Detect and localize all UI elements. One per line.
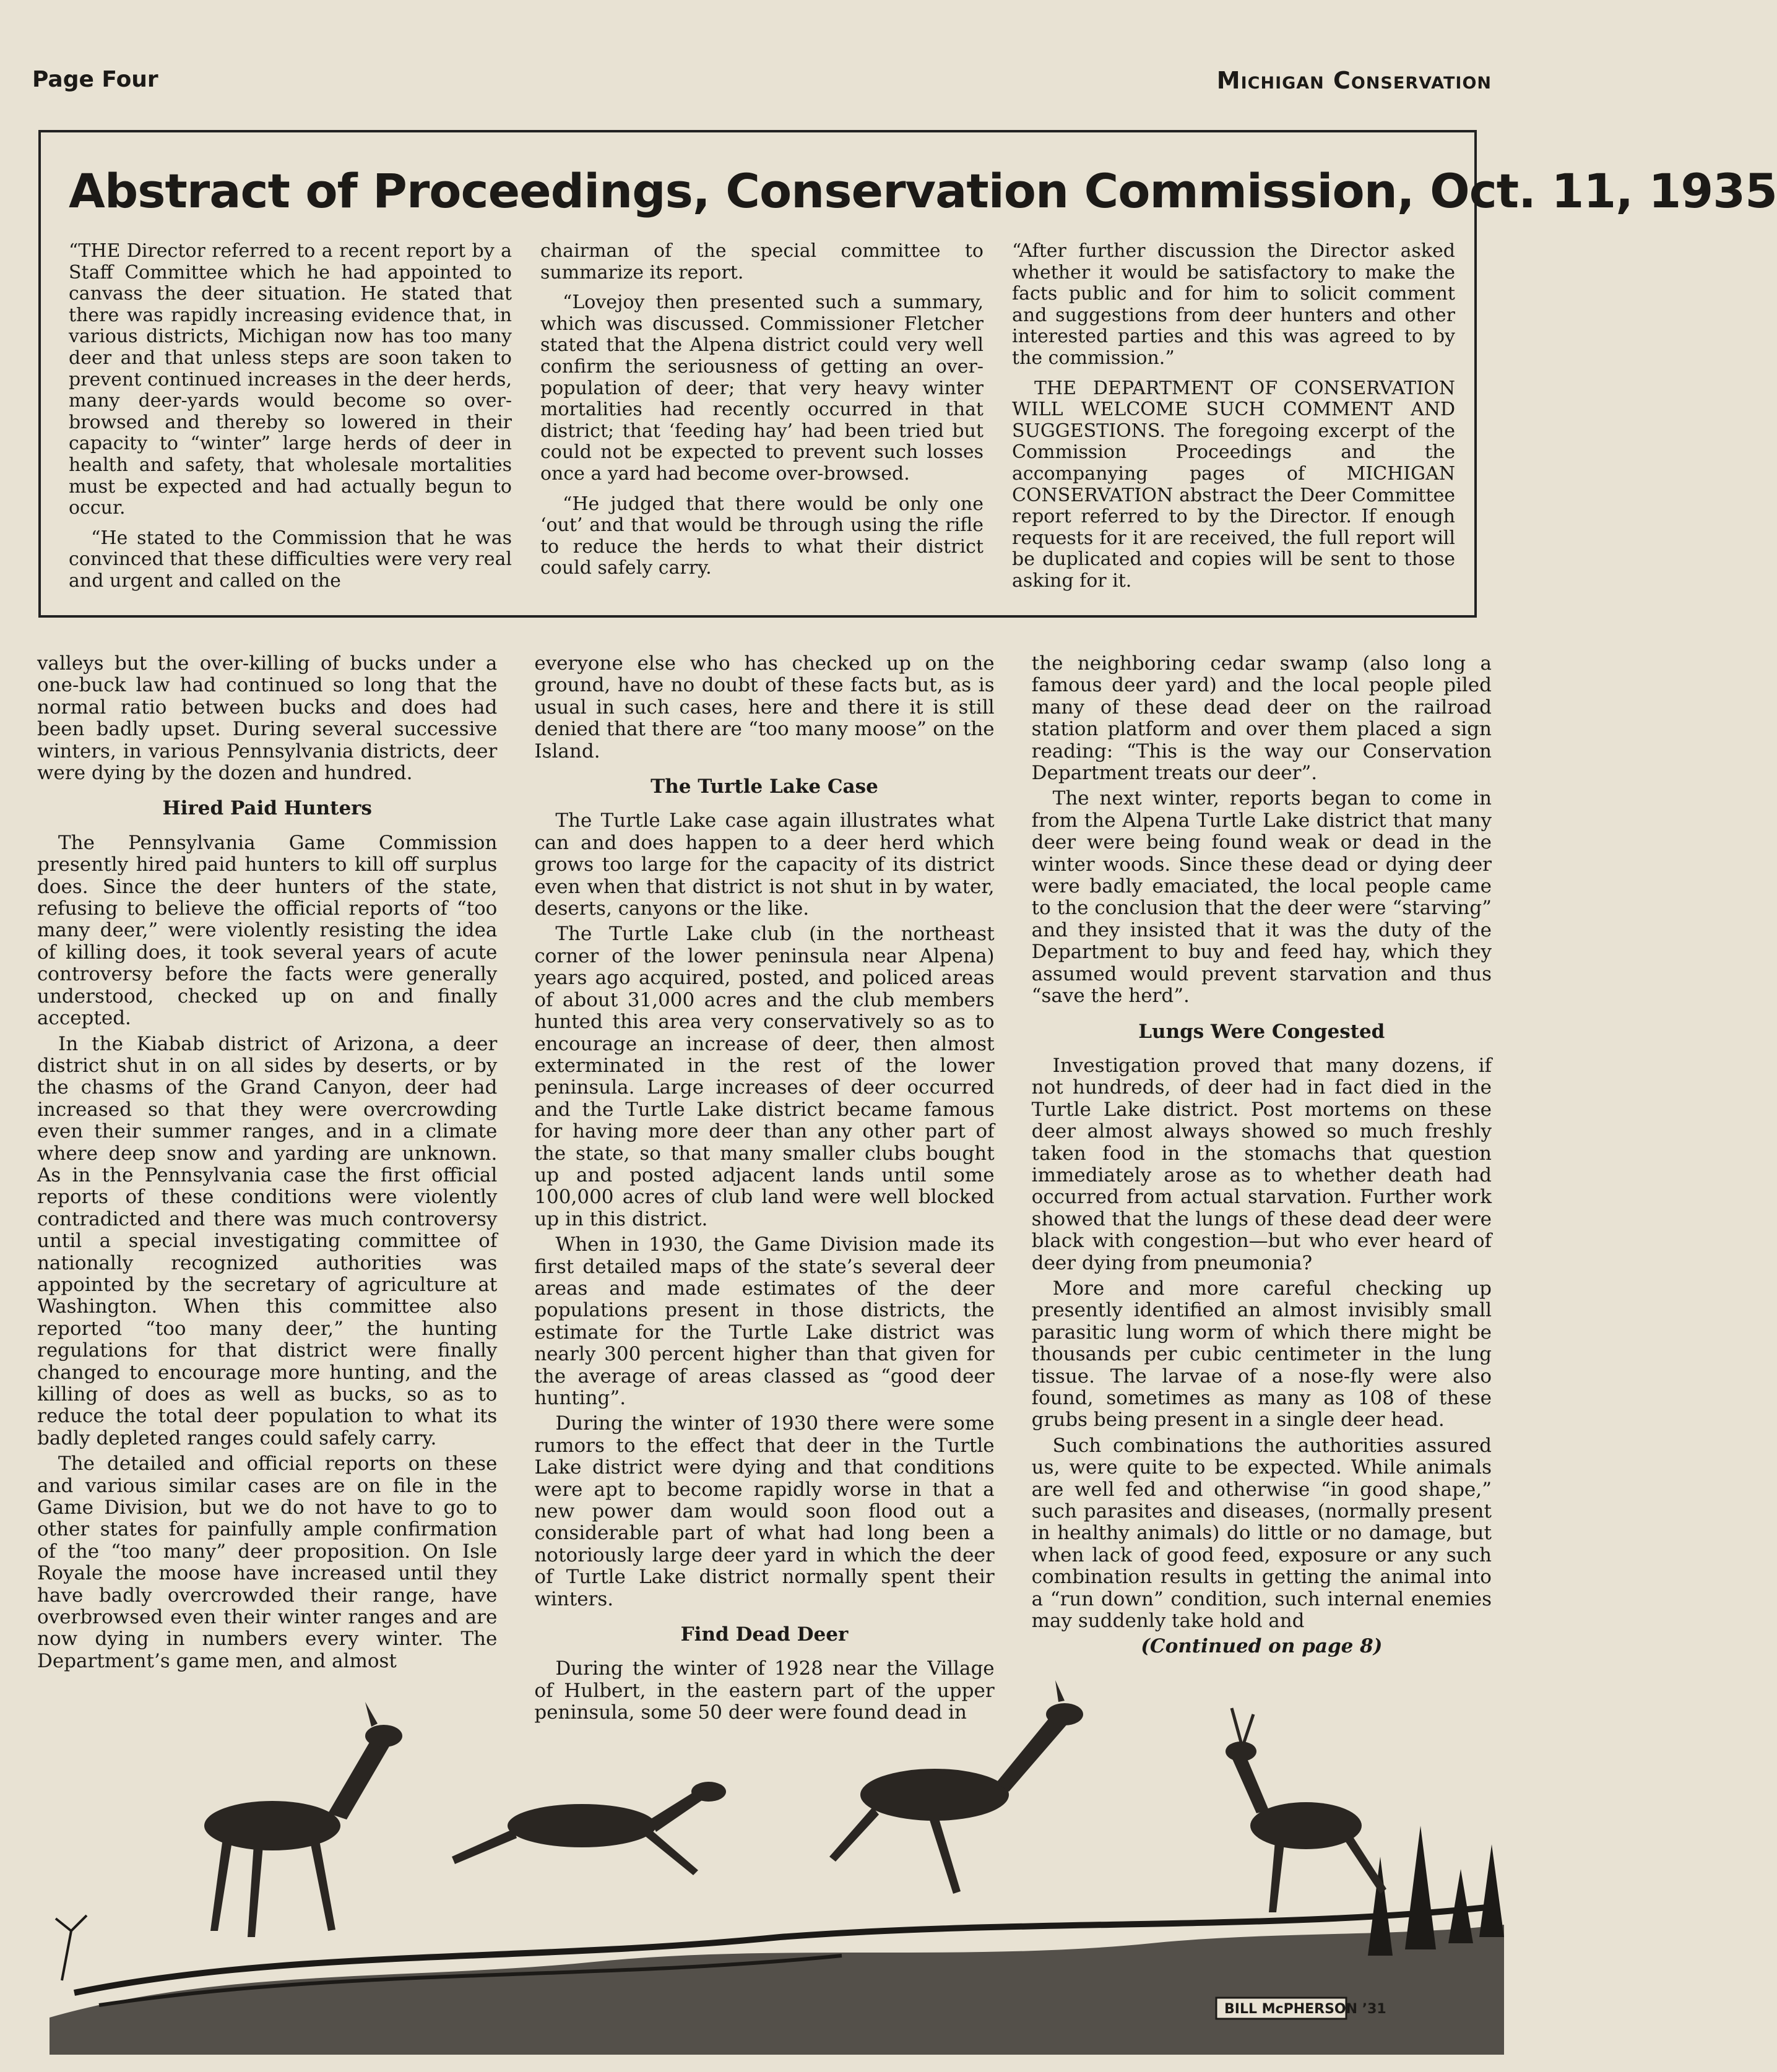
- artist-signature: BILL McPHERSON ’31: [1224, 2001, 1386, 2017]
- abstract-paragraph: THE DEPARTMENT OF CONSERVATION WILL WELCOME SUCH COMMENT AND SUGGESTIONS. The foregoing excerpt of the Commission Proceedings and the accompanying pages of MICHIGAN CONSERVATION abstract the Deer Committee report referred to by the Director. If enough requests for it are received, the full report will be duplicated and copies will be sent to those asking for it.: [1012, 377, 1455, 592]
- article-paragraph: Investigation proved that many dozens, if not hundreds, of deer had in fact died in the Turtle Lake district. Post mortems on these deer almost always showed so much freshly taken food in the stomachs that question immediately arose as to whether death had occurred from actual starvation. Further work showed that the lungs of these dead deer were black with congestion—but who ever heard of deer dying from pneumonia?: [1031, 1054, 1492, 1274]
- abstract-column-2: [540, 241, 984, 601]
- section-heading: Hired Paid Hunters: [162, 797, 372, 820]
- abstract-paragraph: “Lovejoy then presented such a summary, which was discussed. Commissioner Fletcher stated that the Alpena district could very well confirm the seriousness of getting an over-population of deer; that very heavy winter mortalities had recently occurred in that district; that ‘feeding hay’ had been tried but could not be expected to prevent such losses once a yard had become over-browsed.: [540, 291, 984, 485]
- abstract-paragraph: “After further discussion the Director asked whether it would be satisfactory to make the facts public and for him to solicit comment and suggestions from deer hunters and other interested parties and this was agreed to by the commission.”: [1012, 240, 1455, 369]
- article-paragraph: The detailed and official reports on these and various similar cases are on file in the Game Division, but we do not have to go to other states for painfully ample confirmation of the “too many” deer proposition. On Isle Royale the moose have increased until they have badly overcrowded their range, have overbrowsed even their winter ranges and are now dying in numbers every winter. The Department’s game men, and almost: [37, 1453, 498, 1672]
- article-paragraph: The Turtle Lake club (in the northeast corner of the lower peninsula near Alpena) years ago acquired, posted, and policed areas of about 31,000 acres and the club members hunted this area very conservatively so as to encourage an increase of deer, then almost exterminated in the rest of the lower peninsula. Large increases of deer occurred and the Turtle Lake district became famous for having more deer than any other part of the state, so that many smaller clubs bought up and posted adjacent lands until some 100,000 acres of club land were well blocked up in this district.: [534, 923, 995, 1230]
- article-paragraph: In the Kiabab district of Arizona, a deer district shut in on all sides by deserts, or by the chasms of the Grand Canyon, deer had increased so that they were overcrowding even their summer ranges, and in a climate where deep snow and yarding are unknown. As in the Pennsylvania case the first official reports of these conditions were violently contradicted and there was much controversy until a special investigating committee of nationally recognized authorities was appointed by the secretary of agriculture at Washington. When this committee also reported “too many deer,” the hunting regulations for that district were finally changed to encourage more hunting, and the killing of does as well as bucks, so as to reduce the total deer population to what its badly depleted ranges could safely carry.: [37, 1032, 498, 1449]
- deer-2: [452, 1782, 726, 1875]
- article-body: [37, 652, 1492, 1724]
- article-paragraph: the neighboring cedar swamp (also long a famous deer yard) and the local people piled many of these dead deer on the railroad station platform and over them placed a sign reading: “This is the way our Conservation Department treats our deer”.: [1031, 652, 1492, 785]
- page-header: [32, 67, 1492, 104]
- article-paragraph: everyone else who has checked up on the ground, have no doubt of these facts but, as is usual in such cases, here and there it is still denied that there are “too many moose” on the Island.: [534, 652, 995, 762]
- deer-1: [204, 1702, 402, 1937]
- section-heading: Lungs Were Congested: [1138, 1020, 1385, 1043]
- abstract-paragraph: “THE Director referred to a recent report by a Staff Committee which he had appointed to canvass the deer situation. He stated that there was rapidly increasing evidence that, in various districts, Michigan now has too many deer and that unless steps are soon taken to prevent continued increases in the deer herds, many deer-yards would become so over-browsed and thereby so lowered in their capacity to “winter” large herds of deer in health and safety, that wholesale mortalities must be expected and had actually begun to occur.: [69, 240, 512, 519]
- article-paragraph: During the winter of 1930 there were some rumors to the effect that deer in the Turtle Lake district were dying and that conditions were apt to become rapidly worse in that a new power dam would soon flood out a considerable part of what had long been a notoriously large deer yard in which the deer of Turtle Lake district normally spent their winters.: [534, 1412, 995, 1610]
- article-column-3: [1031, 652, 1492, 1658]
- abstract-title: Abstract of Proceedings, Conservation Commission, Oct. 11, 1935: [69, 163, 1777, 218]
- article-column-2: [534, 652, 995, 1724]
- article-paragraph: The Turtle Lake case again illustrates what can and does happen to a deer herd which grows too large for the capacity of its district even when that district is not shut in by water, deserts, canyons or the like.: [534, 809, 995, 920]
- abstract-paragraph: chairman of the special committee to summarize its report.: [540, 240, 984, 283]
- article-paragraph: The Pennsylvania Game Commission presently hired paid hunters to kill off surplus does. Since the deer hunters of the state, refusing to believe the official reports of “too many deer,” were violently resisting the idea of killing does, it took several years of acute controversy before the facts were generally understood, checked up on and finally accepted.: [37, 831, 498, 1030]
- article-paragraph: During the winter of 1928 near the Village of Hulbert, in the eastern part of the upper peninsula, some 50 deer were found dead in: [534, 1657, 995, 1724]
- article-paragraph: valleys but the over-killing of bucks under a one-buck law had continued so long that the normal ratio between bucks and does had been badly upset. During several successive winters, in various Pennsylvania districts, deer were dying by the dozen and hundred.: [37, 652, 498, 785]
- abstract-paragraph: “He stated to the Commission that he was convinced that these difficulties were very real and urgent and called on the: [69, 527, 512, 592]
- abstract-paragraph: “He judged that there would be only one ‘out’ and that would be through using the rifle to reduce the herds to what their district could safely carry.: [540, 493, 984, 579]
- abstract-box: [38, 130, 1777, 618]
- abstract-columns: [69, 241, 1455, 601]
- abstract-column-3: [1012, 241, 1455, 601]
- article-column-1: [37, 652, 498, 1672]
- deer-4: [1226, 1708, 1386, 1912]
- publication-name: Michigan Conservation: [1216, 67, 1492, 94]
- page-number: Page Four: [32, 67, 158, 92]
- section-heading: Find Dead Deer: [680, 1623, 849, 1646]
- section-heading: The Turtle Lake Case: [651, 775, 878, 798]
- continued-note: (Continued on page 8): [1141, 1635, 1383, 1658]
- article-paragraph: More and more careful checking up presently identified an almost invisibly small parasitic lung worm of which there might be thousands per cubic centimeter in the lung tissue. The larvae of a nose-fly were also found, sometimes as many as 108 of these grubs being present in a single deer head.: [1031, 1277, 1492, 1431]
- abstract-column-1: [69, 241, 512, 601]
- article-paragraph: When in 1930, the Game Division made its first detailed maps of the state’s several deer areas and made estimates of the deer populations present in those districts, the estimate for the Turtle Lake district was nearly 300 percent higher than that given for the average of areas classed as “good deer hunting”.: [534, 1233, 995, 1409]
- article-paragraph: Such combinations the authorities assured us, were quite to be expected. While animals are well fed and otherwise “in good shape,” such parasites and diseases, (normally present in healthy animals) do little or no damage, but when lack of good feed, exposure or any such combination results in getting the animal into a “run down” condition, such internal enemies may suddenly take hold and: [1031, 1434, 1492, 1633]
- article-paragraph: The next winter, reports began to come in from the Alpena Turtle Lake district that many deer were being found weak or dead in the winter woods. Since these dead or dying deer were badly emaciated, the local people came to the conclusion that the deer were “starving” and they insisted that it was the duty of the Department to buy and feed hay, which they assumed would prevent starvation and thus “save the herd”.: [1031, 787, 1492, 1008]
- deer-3: [829, 1680, 1083, 1894]
- deer-illustration: [37, 1671, 1510, 2055]
